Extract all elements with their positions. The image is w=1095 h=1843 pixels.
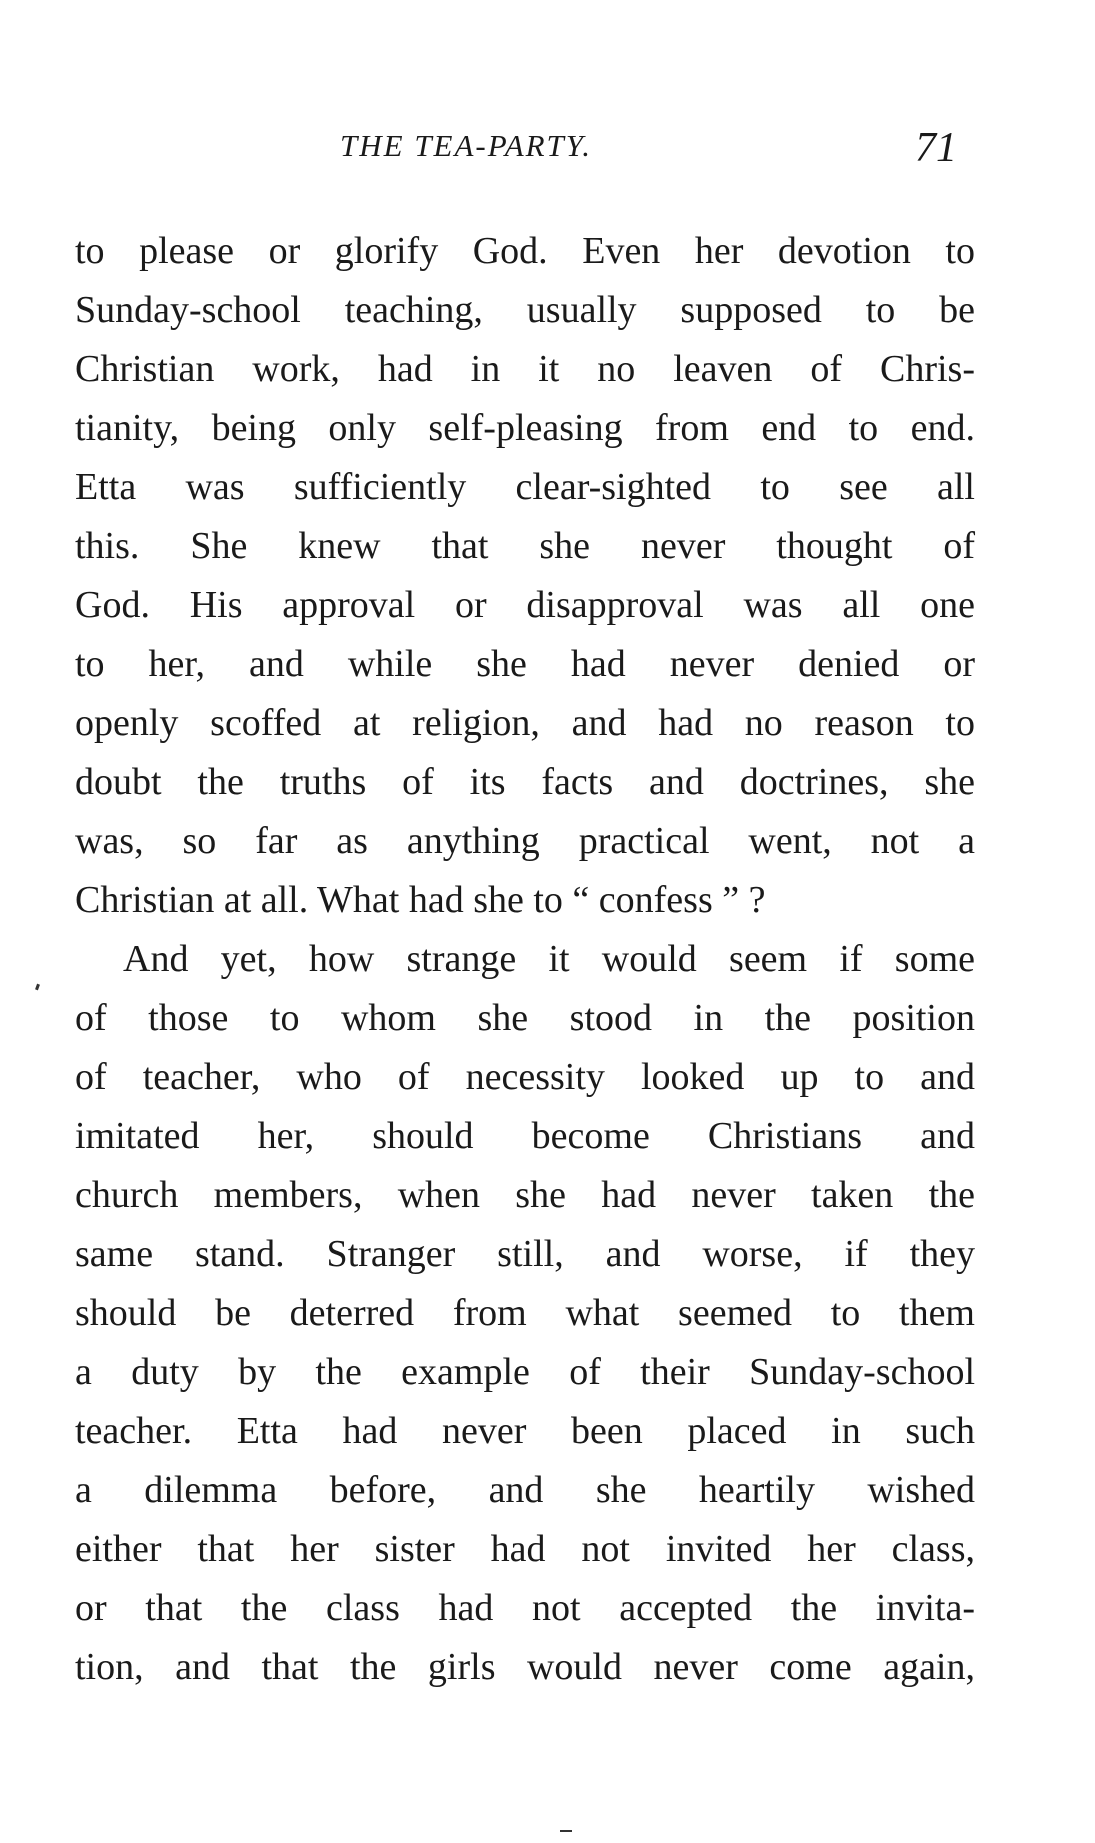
text-line: Christian work, had in it no leaven of Chris-	[75, 348, 975, 390]
text-line: same stand. Stranger still, and worse, if they	[75, 1233, 975, 1275]
text-line: imitated her, should become Christians and	[75, 1115, 975, 1157]
text-line: this. She knew that she never thought of	[75, 525, 975, 567]
margin-speck	[35, 984, 40, 991]
text-line: either that her sister had not invited her class,	[75, 1528, 975, 1570]
running-title: THE TEA-PARTY.	[340, 128, 592, 163]
text-line: Etta was sufficiently clear-sighted to see all	[75, 466, 975, 508]
text-line: to please or glorify God. Even her devotion to	[75, 230, 975, 272]
text-line: to her, and while she had never denied or	[75, 643, 975, 685]
paragraph-start-line: And yet, how strange it would seem if some	[123, 938, 975, 980]
text-line: was, so far as anything practical went, not a	[75, 820, 975, 862]
text-line: or that the class had not accepted the invita-	[75, 1587, 975, 1629]
text-line: teacher. Etta had never been placed in such	[75, 1410, 975, 1452]
text-line: God. His approval or disapproval was all one	[75, 584, 975, 626]
text-line: tianity, being only self-pleasing from end to end.	[75, 407, 975, 449]
text-line: openly scoffed at religion, and had no reason to	[75, 702, 975, 744]
text-line: tion, and that the girls would never come again,	[75, 1646, 975, 1688]
text-line: doubt the truths of its facts and doctrines, she	[75, 761, 975, 803]
page-number: 71	[915, 125, 957, 171]
body-text	[75, 222, 975, 1697]
text-line: should be deterred from what seemed to them	[75, 1292, 975, 1334]
text-line: church members, when she had never taken the	[75, 1174, 975, 1216]
text-line: a duty by the example of their Sunday-school	[75, 1351, 975, 1393]
text-line: of those to whom she stood in the position	[75, 997, 975, 1039]
text-line: Sunday-school teaching, usually supposed to be	[75, 289, 975, 331]
text-line: a dilemma before, and she heartily wished	[75, 1469, 975, 1511]
text-line: of teacher, who of necessity looked up to and	[75, 1056, 975, 1098]
text-line: Christian at all. What had she to “ confess ” ?	[75, 879, 766, 921]
footer-mark	[560, 1830, 572, 1832]
